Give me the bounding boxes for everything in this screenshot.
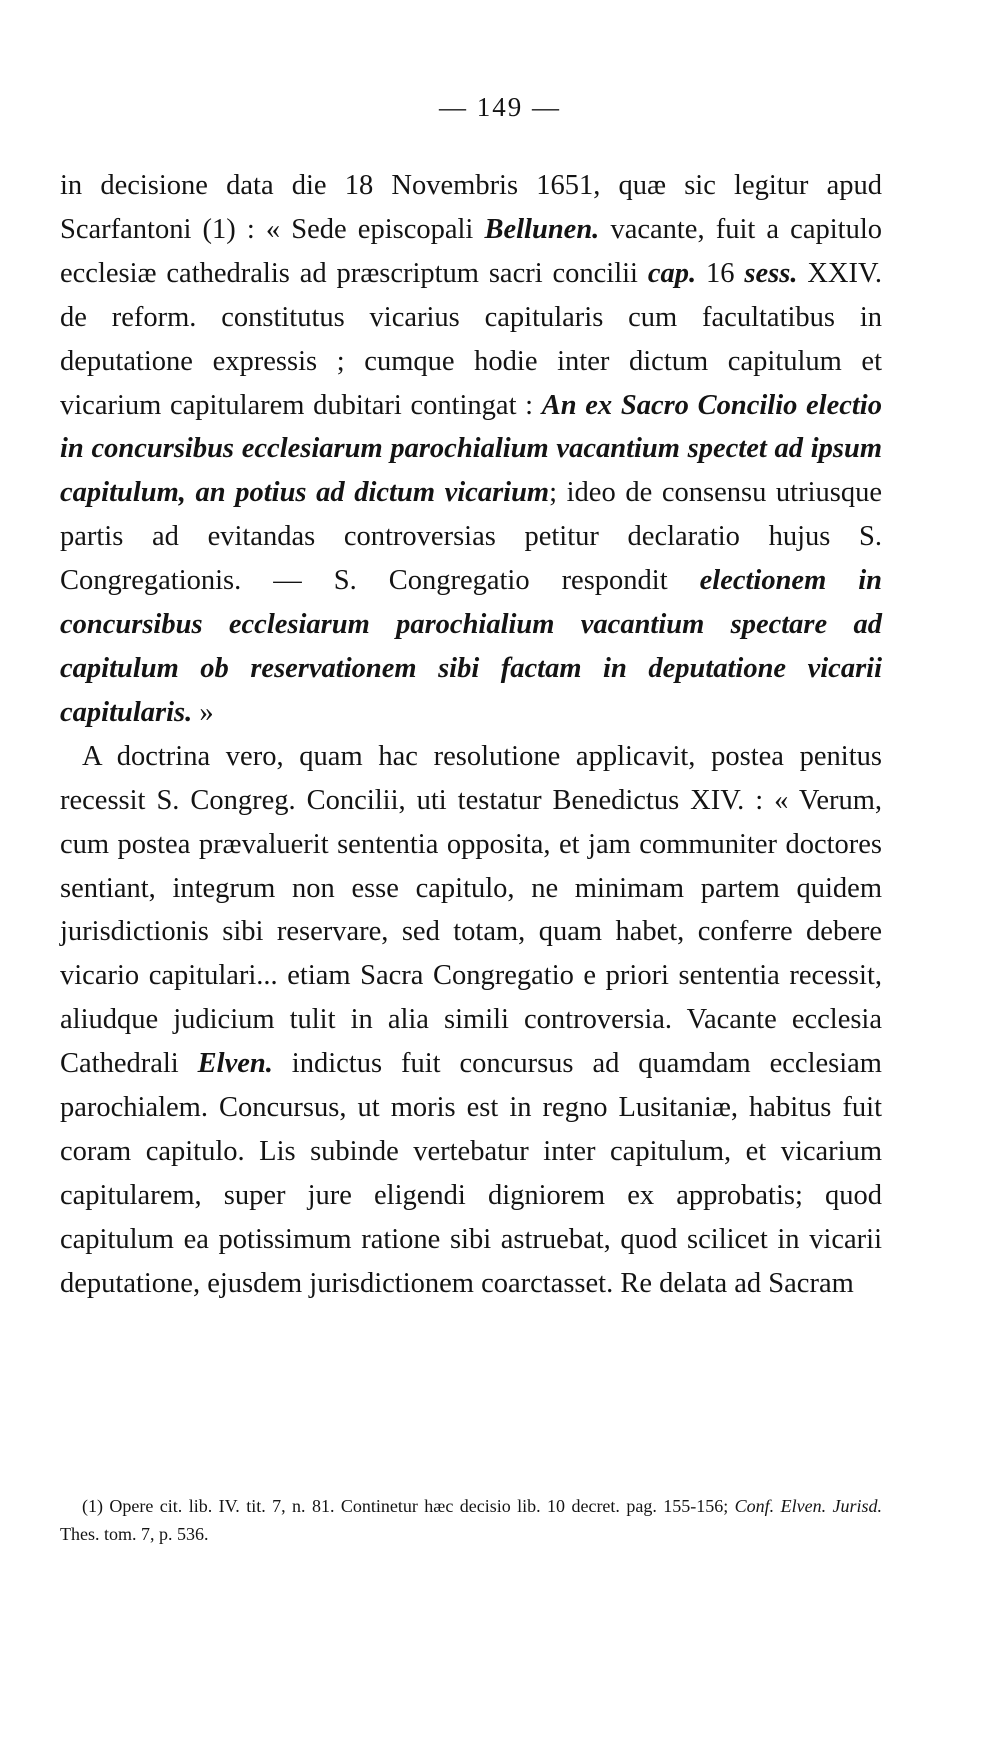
italic-text-run: electionem in concursibus ecclesiarum parochialium vacantium spectare ad capitulum ob reservationem sibi factam in deputatione vicarii capitularis. [60, 565, 882, 728]
paragraph-2 [60, 735, 882, 1306]
italic-text-run: Bellunen. [484, 213, 600, 245]
text-run: in decisione data die 18 Novembris 1651, quæ sic legitur apud Scarfantoni (1) : « Sede episcopali [60, 170, 882, 245]
paragraph-1 [60, 164, 882, 735]
italic-text-run: sess. [744, 257, 798, 289]
text-run: vacante, fuit a capitulo ecclesiæ cathedralis ad præscriptum sacri concilii [60, 213, 882, 289]
italic-text-run: Elven. [197, 1048, 273, 1080]
text-run: ; ideo de consensu utriusque partis ad evitandas controversias petitur declaratio hujus S. Congregationis. — S. Congregatio respondit [60, 477, 883, 597]
text-run: indictus fuit concursus ad quamdam ecclesiam parochialem. Concursus, ut moris est in regno Lusitaniæ, habitus fuit coram capitulo. Lis subinde vertebatur inter capitulum, et vicarium capitularem, super jure eligendi digniorem ex approbatis; quod capitulum ea potissimum ratione sibi astruebat, quod scilicet in vicarii deputatione, ejusdem jurisdictionem coarctasset. Re delata ad Sacram [60, 1048, 882, 1299]
italic-text-run: Conf. Elven. Jurisd. [734, 1496, 882, 1516]
text-run: Thes. tom. 7, p. 536. [60, 1524, 209, 1544]
text-run: (1) Opere cit. lib. IV. tit. 7, n. 81. Continetur hæc decisio lib. 10 decret. pag. 155-156; [82, 1496, 735, 1516]
text-run: » [192, 696, 214, 728]
italic-text-run: An ex Sacro Concilio electio in concursibus ecclesiarum parochialium vacantium spectet ad ipsum capitulum, an potius ad dictum vicarium [60, 389, 882, 509]
italic-text-run: cap. [647, 257, 697, 289]
footnote [60, 1492, 882, 1548]
page-number-header: — 149 — [439, 92, 561, 122]
text-run: A doctrina vero, quam hac resolutione applicavit, postea penitus recessit S. Congreg. Concilii, uti testatur Benedictus XIV. : « Verum, cum postea prævaluerit sententia opposita, et jam communiter doctores sentiant, integrum non esse capitulo, ne minimam partem quidem jurisdictionis sibi reservare, sed totam, quam habet, conferre debere vicario capitulari... etiam Sacra Congregatio e priori sententia recessit, aliudque judicium tulit in alia simili controversia. Vacante ecclesia Cathedrali [60, 740, 882, 1080]
body-text [60, 164, 882, 1306]
text-run: 16 [696, 257, 745, 289]
footnote-1 [60, 1492, 882, 1548]
text-run: XXIV. de reform. constitutus vicarius capitularis cum facultatibus in deputatione expressis ; cumque hodie inter dictum capitulum et vicarium capitularem dubitari contingat : [60, 257, 883, 421]
